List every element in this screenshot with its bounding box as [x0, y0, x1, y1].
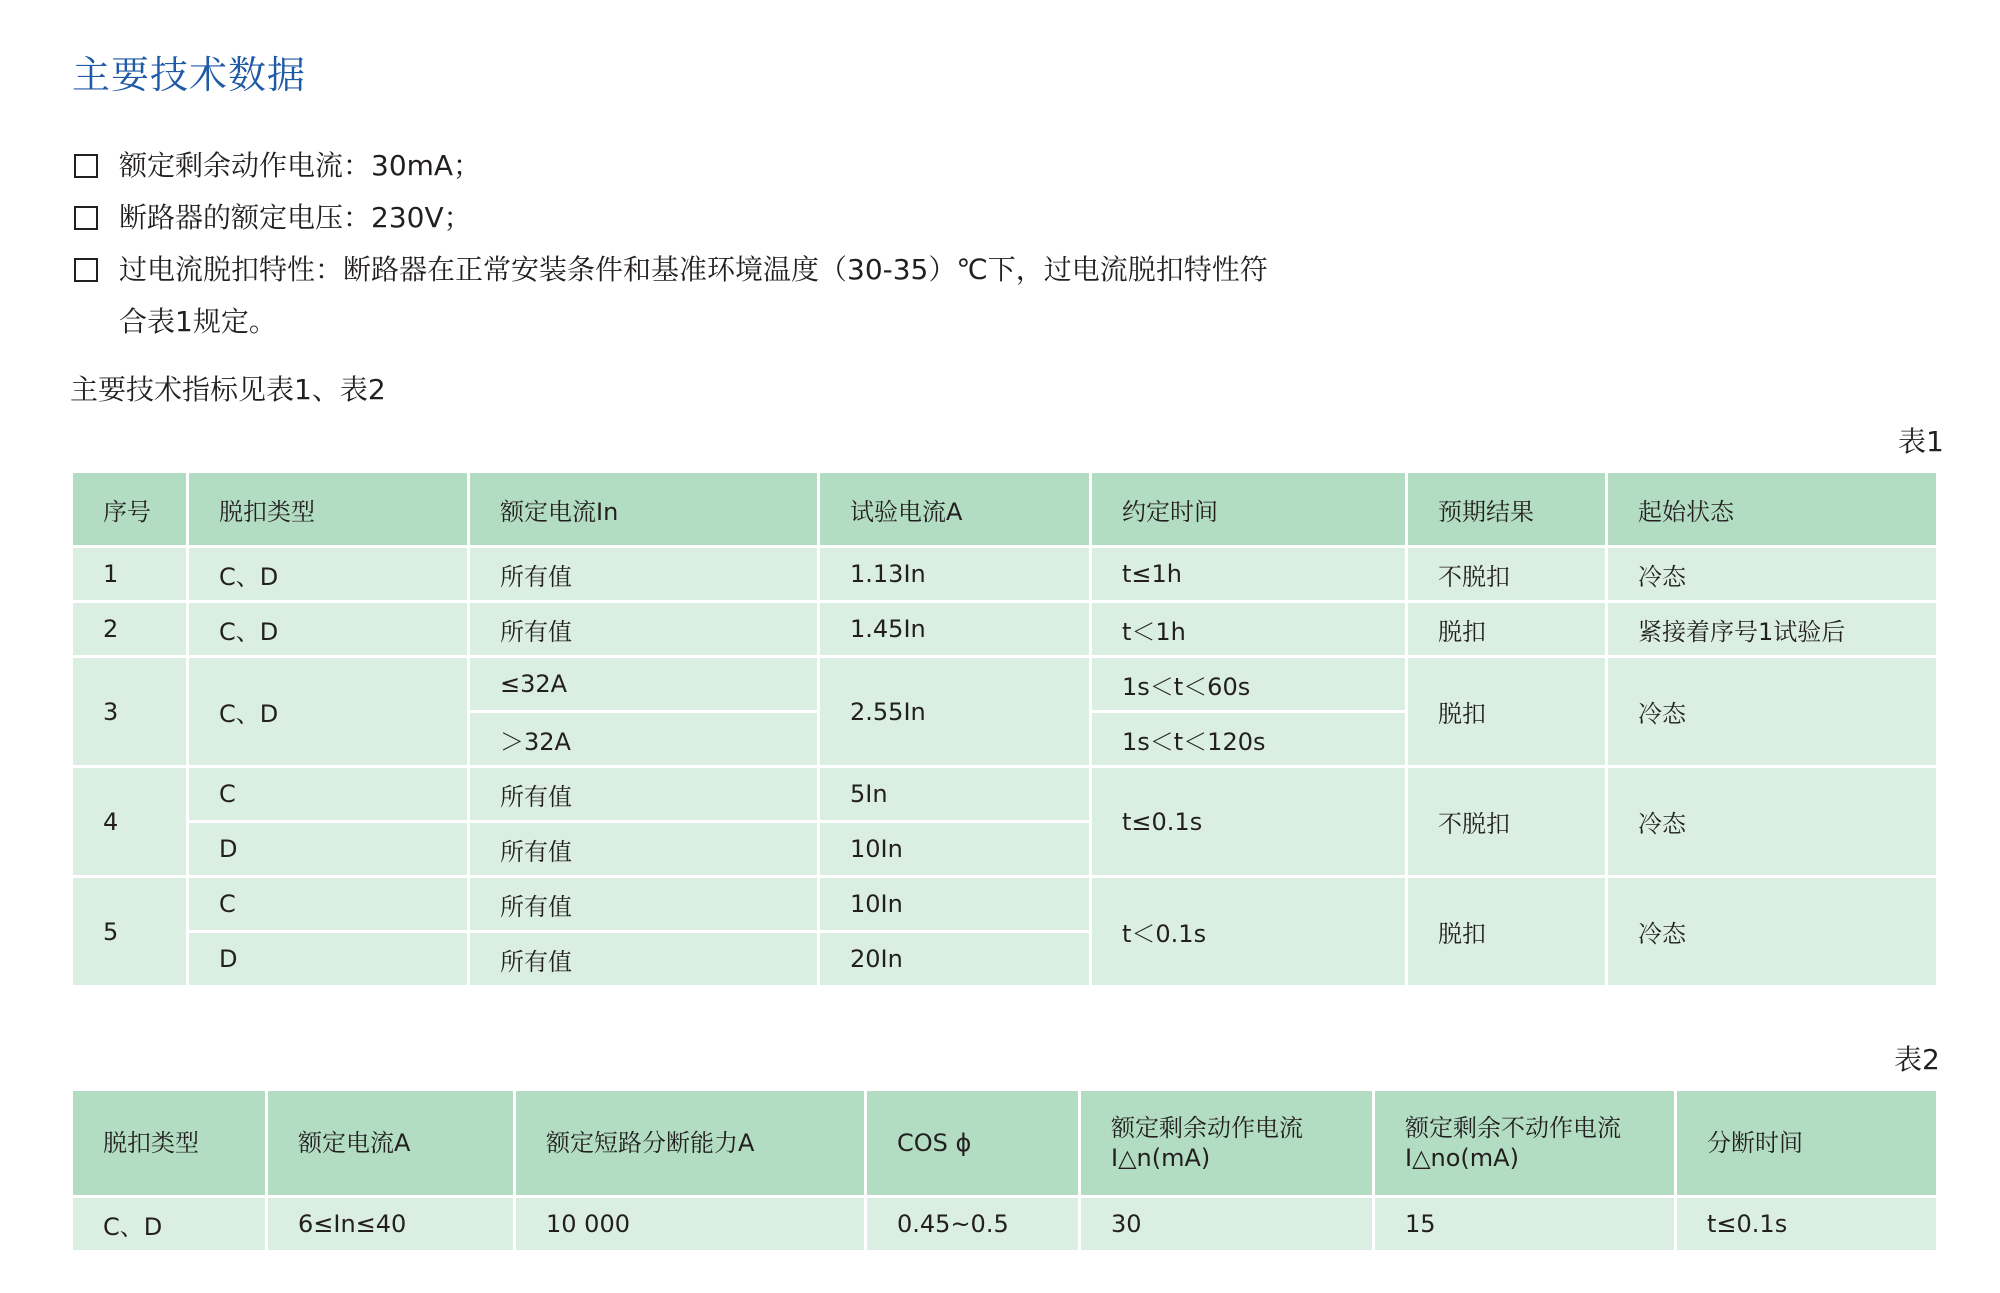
- table-cell: 2: [72, 602, 188, 657]
- table-cell: 0.45~0.5: [866, 1197, 1080, 1252]
- table-cell: 不脱扣: [1407, 547, 1607, 602]
- table-cell: 所有值: [469, 602, 819, 657]
- table-cell: 1s＜t＜120s: [1091, 712, 1407, 767]
- header-line: I△no(mA): [1405, 1144, 1519, 1172]
- table-cell: C、D: [188, 602, 469, 657]
- bullet-text: 断路器的额定电压：230V；: [119, 201, 472, 234]
- bullet-item: [72, 244, 1372, 348]
- table-cell: 所有值: [469, 877, 819, 932]
- table-cell: 冷态: [1607, 877, 1938, 987]
- table-cell: 冷态: [1607, 767, 1938, 877]
- table-cell: 所有值: [469, 822, 819, 877]
- table-cell: 脱扣: [1407, 657, 1607, 767]
- header-cell: 额定电流In: [469, 472, 819, 547]
- bullet-list: [72, 140, 1372, 348]
- table-cell: t≤0.1s: [1091, 767, 1407, 877]
- header-cell: 脱扣类型: [188, 472, 469, 547]
- square-bullet-icon: [74, 258, 98, 282]
- header-cell: 额定电流A: [267, 1090, 515, 1197]
- table1-caption: 表1: [1898, 425, 1944, 458]
- header-cell: 脱扣类型: [72, 1090, 267, 1197]
- table-cell: 1: [72, 547, 188, 602]
- table-cell: 15: [1374, 1197, 1676, 1252]
- table-cell: C: [188, 767, 469, 822]
- table-header-row: [72, 1090, 1938, 1197]
- table1-trip-characteristics: [70, 470, 1939, 988]
- header-cell: [1374, 1090, 1676, 1197]
- table-cell: t≤1h: [1091, 547, 1407, 602]
- header-cell: [1080, 1090, 1374, 1197]
- table-cell: C、D: [72, 1197, 267, 1252]
- intro-text: 主要技术指标见表1、表2: [70, 373, 386, 406]
- table-cell: D: [188, 822, 469, 877]
- table-cell: 紧接着序号1试验后: [1607, 602, 1938, 657]
- table2-residual-current-data: [70, 1088, 1939, 1253]
- table-cell: 6≤In≤40: [267, 1197, 515, 1252]
- table-cell: 所有值: [469, 932, 819, 987]
- table-row: [72, 547, 1938, 602]
- header-line: I△n(mA): [1111, 1144, 1211, 1172]
- header-line: 额定剩余动作电流: [1111, 1114, 1303, 1142]
- table-cell: 不脱扣: [1407, 767, 1607, 877]
- bullet-text: 过电流脱扣特性：断路器在正常安装条件和基准环境温度（30-35）℃下，过电流脱扣特性符: [119, 253, 1268, 286]
- table-cell: 所有值: [469, 547, 819, 602]
- header-line: 额定剩余不动作电流: [1405, 1114, 1621, 1142]
- table-cell: t＜0.1s: [1091, 877, 1407, 987]
- header-cell: 额定短路分断能力A: [515, 1090, 866, 1197]
- table-cell: t≤0.1s: [1676, 1197, 1938, 1252]
- table-cell: 1s＜t＜60s: [1091, 657, 1407, 712]
- table-cell: 脱扣: [1407, 602, 1607, 657]
- table-cell: 冷态: [1607, 547, 1938, 602]
- header-cell: 试验电流A: [819, 472, 1091, 547]
- table-cell: 2.55In: [819, 657, 1091, 767]
- section-title: 主要技术数据: [72, 53, 307, 97]
- bullet-text-continued: 合表1规定。: [119, 305, 277, 338]
- table-cell: C: [188, 877, 469, 932]
- table-cell: C、D: [188, 547, 469, 602]
- bullet-item: [72, 140, 1372, 192]
- table-cell: 30: [1080, 1197, 1374, 1252]
- table-cell: 5: [72, 877, 188, 987]
- header-cell: COS ϕ: [866, 1090, 1080, 1197]
- table-cell: C、D: [188, 657, 469, 767]
- table-cell: 所有值: [469, 767, 819, 822]
- table-row: [72, 1197, 1938, 1252]
- header-cell: 序号: [72, 472, 188, 547]
- table-cell: 20In: [819, 932, 1091, 987]
- table-cell: 3: [72, 657, 188, 767]
- table-row: [72, 767, 1938, 822]
- bullet-text: 额定剩余动作电流：30mA；: [119, 149, 482, 182]
- header-cell: 约定时间: [1091, 472, 1407, 547]
- table-row: [72, 877, 1938, 932]
- header-cell: 起始状态: [1607, 472, 1938, 547]
- table-row: [72, 657, 1938, 712]
- table-cell: 10 000: [515, 1197, 866, 1252]
- table-header-row: [72, 472, 1938, 547]
- table-row: [72, 602, 1938, 657]
- bullet-item: [72, 192, 1372, 244]
- table-cell: 脱扣: [1407, 877, 1607, 987]
- table-cell: 1.13In: [819, 547, 1091, 602]
- table-cell: 1.45In: [819, 602, 1091, 657]
- table-cell: D: [188, 932, 469, 987]
- table-cell: ≤32A: [469, 657, 819, 712]
- table-cell: 10In: [819, 822, 1091, 877]
- table-cell: 5In: [819, 767, 1091, 822]
- square-bullet-icon: [74, 206, 98, 230]
- table-cell: 4: [72, 767, 188, 877]
- square-bullet-icon: [74, 154, 98, 178]
- table-cell: t＜1h: [1091, 602, 1407, 657]
- table-cell: 10In: [819, 877, 1091, 932]
- table-cell: ＞32A: [469, 712, 819, 767]
- table2-caption: 表2: [1894, 1043, 1940, 1076]
- header-cell: 分断时间: [1676, 1090, 1938, 1197]
- table-cell: 冷态: [1607, 657, 1938, 767]
- header-cell: 预期结果: [1407, 472, 1607, 547]
